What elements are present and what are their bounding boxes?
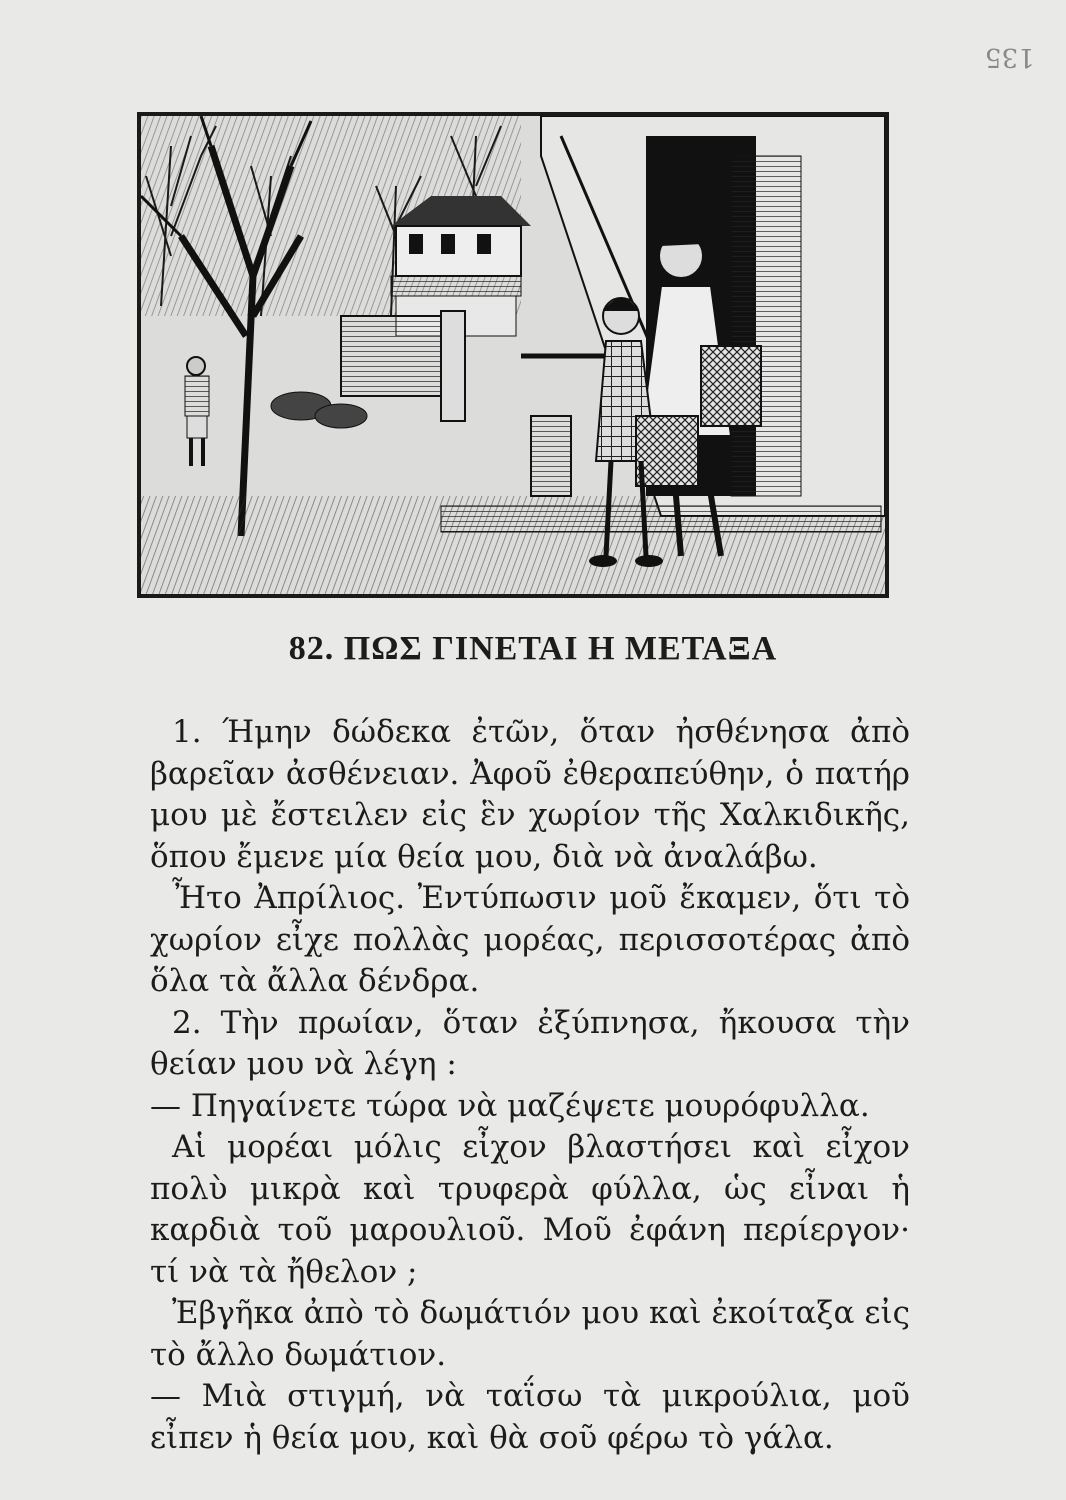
lesson-body [150, 712, 910, 1459]
paragraph: Αἱ μορέαι μόλις εἶχον βλαστήσει καὶ εἶχον πολὺ μικρὰ καὶ τρυφερὰ φύλλα, ὡς εἶναι ἡ καρδιὰ τοῦ μαρουλιοῦ. Μοῦ ἐφάνη περίεργον· τί νὰ τὰ ἤθελον ; [150, 1129, 910, 1290]
lesson-title: 82. ΠΩΣ ΓΙΝΕΤΑΙ Η ΜΕΤΑΞΑ [288, 630, 778, 667]
dialogue-line: — Πηγαίνετε τώρα νὰ μαζέψετε μουρόφυλλα. [150, 1087, 870, 1124]
paragraph: 2. Τὴν πρωίαν, ὅταν ἐξύπνησα, ἤκουσα τὴν θείαν μου νὰ λέγη : [150, 1004, 910, 1082]
village-scene-image [141, 116, 885, 594]
woodcut-illustration [137, 112, 889, 598]
dialogue-line: — Μιὰ στιγμή, νὰ ταΐσω τὰ μικρούλια, μοῦ εἶπεν ἡ θεία μου, καὶ θὰ σοῦ φέρω τὸ γάλα. [150, 1378, 910, 1456]
paragraph: Ἐβγῆκα ἀπὸ τὸ δωμάτιόν μου καὶ ἐκοίταξα εἰς τὸ ἄλλο δωμάτιον. [150, 1295, 910, 1373]
paragraph: 1. Ήμην δώδεκα ἐτῶν, ὅταν ἠσθένησα ἀπὸ βαρεῖαν ἀσθένειαν. Ἀφοῦ ἐθεραπεύθην, ὁ πατήρ μου μὲ ἔστειλεν εἰς ἓν χωρίον τῆς Χαλκιδικῆς, ὅπου ἔμενε μία θεία μου, διὰ νὰ ἀναλάβω. [150, 714, 910, 875]
page-number: 135 [985, 42, 1035, 72]
paragraph: Ἦτο Ἀπρίλιος. Ἐντύπωσιν μοῦ ἔκαμεν, ὅτι τὸ χωρίον εἶχε πολλὰς μορέας, περισσοτέρας ἀπὸ ὅλα τὰ ἄλλα δένδρα. [150, 880, 910, 999]
